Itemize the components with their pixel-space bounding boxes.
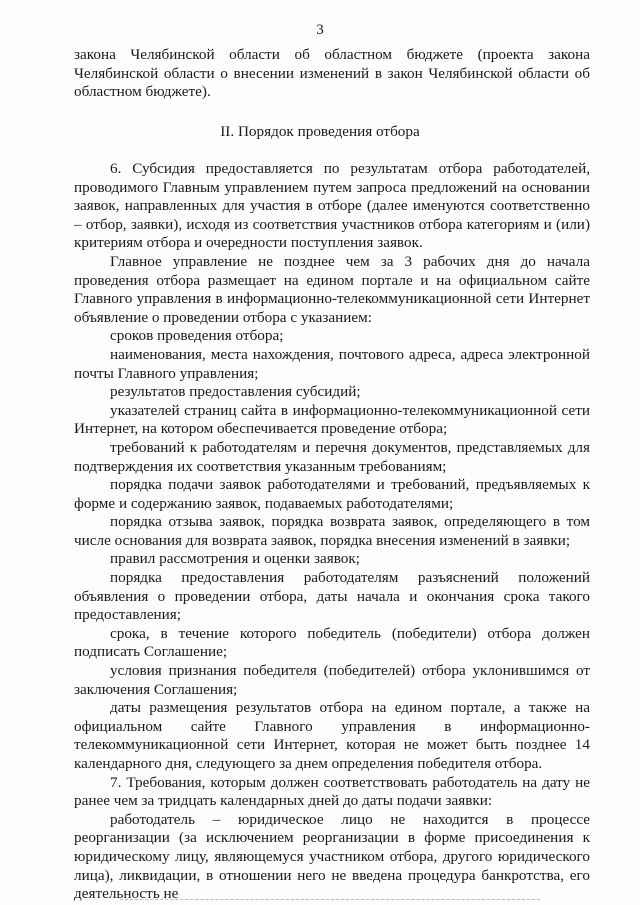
list-item: срока, в течение которого победитель (победители) отбора должен подписать Соглашение; xyxy=(74,624,590,661)
list-item: условия признания победителя (победителей) отбора уклонившимся от заключения Соглашения; xyxy=(74,662,590,698)
list-item: результатов предоставления субсидий; xyxy=(110,383,361,401)
body-text xyxy=(74,160,590,904)
list-item: наименования, места нахождения, почтового адреса, адреса электронной почты Главного управления; xyxy=(74,345,590,382)
intro-paragraph: закона Челябинской области об областном бюджете (проекта закона Челябинской области о внесении изменений в закон Челябинской области об областном бюджете). xyxy=(74,46,590,101)
list-item: порядка предоставления работодателям разъяснений положений объявления о проведении отбора, даты начала и окончания срока такого предоставления; xyxy=(74,569,590,624)
list-item: порядка подачи заявок работодателями и требований, предъявляемых к форме и содержанию заявок, подаваемых работодателями; xyxy=(74,476,590,512)
list-item: порядка отзыва заявок, порядка возврата заявок, определяющего в том числе основания для возврата заявок, порядка внесения изменений в заявки; xyxy=(74,513,590,549)
paragraph: работодатель – юридическое лицо не находится в процессе реорганизации (за исключением реорганизации в форме присоединения к юридическому лицу, являющемуся участником отбора, другого юридического лица), ликвидации, в отношении него не введена процедура банкротства, его деятельность не xyxy=(74,810,590,903)
section-heading: II. Порядок проведения отбора xyxy=(220,123,420,140)
paragraph-7: 7. Требования, которым должен соответствовать работодатель на дату не ранее чем за тридцать календарных дней до даты подачи заявки: xyxy=(74,773,590,810)
list-item: правил рассмотрения и оценки заявок; xyxy=(110,550,360,568)
paragraph-6: 6. Субсидия предоставляется по результатам отбора работодателей, проводимого Главным управлением путем запроса предложений на основании заявок, направленных для участия в отборе (далее именуются соответственно – отбор, заявки), исходя из соответствия участников отбора категориям и (или) критериям отбора и очередности поступления заявок. xyxy=(74,160,590,252)
scan-artifact-line xyxy=(120,899,540,901)
page-number: 3 xyxy=(316,22,324,38)
list-item: сроков проведения отбора; xyxy=(110,327,284,345)
list-item: указателей страниц сайта в информационно-телекоммуникационной сети Интернет, на котором обеспечивается проведение отбора; xyxy=(74,401,590,438)
list-item: даты размещения результатов отбора на едином портале, а также на официальном сайте Главного управления в информационно-телекоммуникационной сети Интернет, которая не может быть позднее 14 календарного дня, следующего за днем определения победителя отбора. xyxy=(74,699,590,772)
paragraph: Главное управление не позднее чем за 3 рабочих дня до начала проведения отбора размещает на едином портале и на официальном сайте Главного управления в информационно-телекоммуникационной сети Интернет объявление о проведении отбора с указанием: xyxy=(74,252,590,326)
intro-block xyxy=(74,46,590,102)
list-item: требований к работодателям и перечня документов, представляемых для подтверждения их соответствия указанным требованиям; xyxy=(74,438,590,475)
